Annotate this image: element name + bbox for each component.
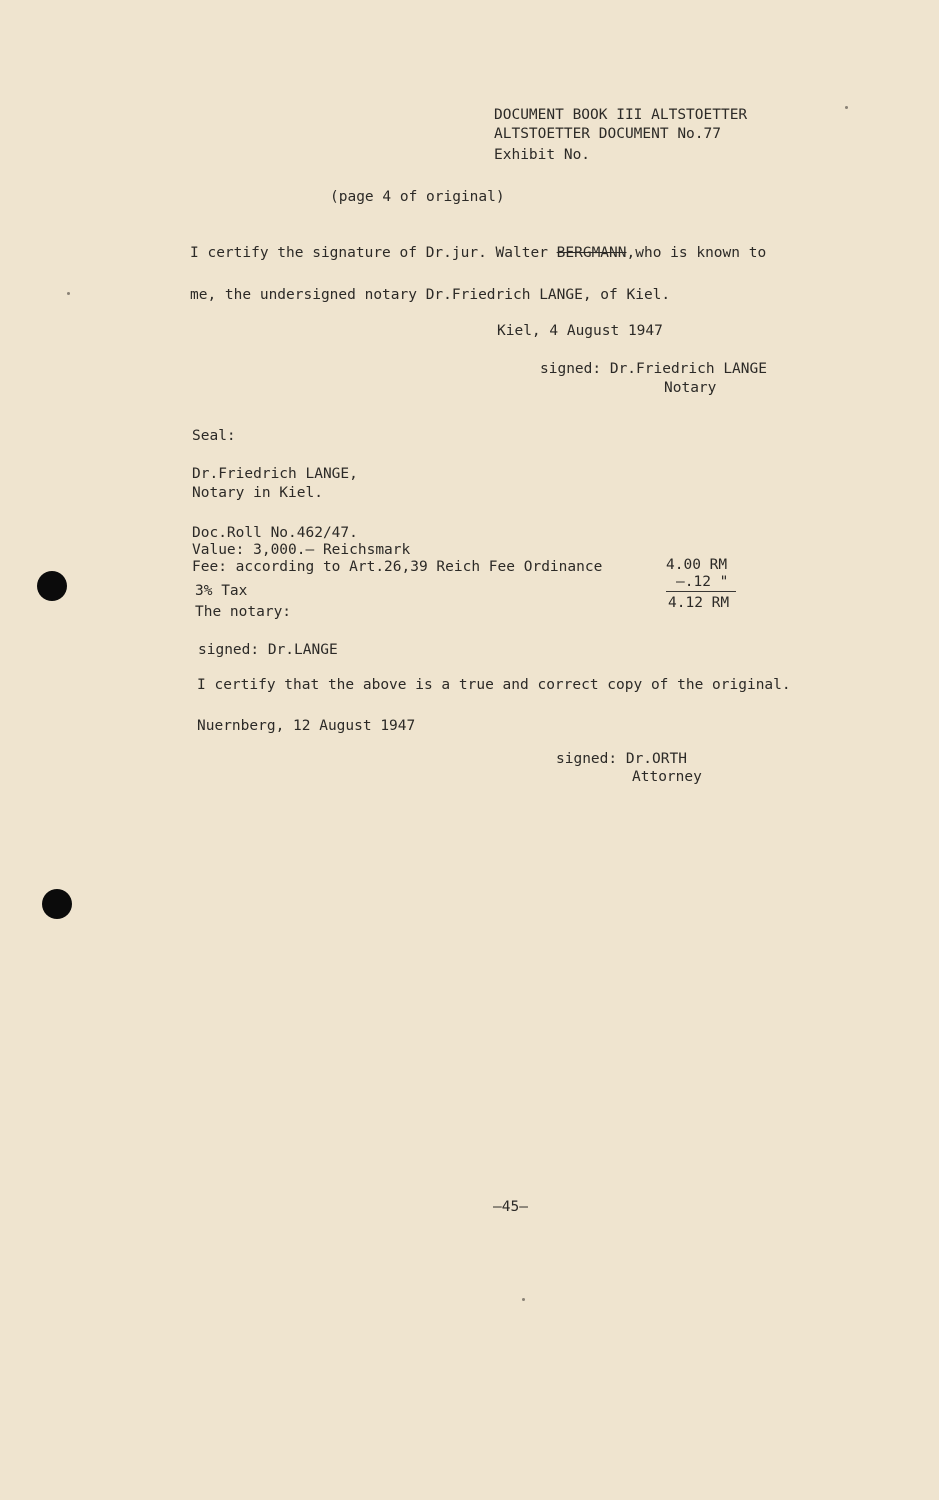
header-document-book: DOCUMENT BOOK III ALTSTOETTER bbox=[494, 107, 748, 123]
signed-lange-notary: signed: Dr.Friedrich LANGE bbox=[540, 361, 767, 377]
paper-speck bbox=[522, 1298, 525, 1301]
header-document-number: ALTSTOETTER DOCUMENT No.77 bbox=[494, 126, 721, 142]
page-note: (page 4 of original) bbox=[330, 189, 505, 205]
seal-name: Dr.Friedrich LANGE, bbox=[192, 466, 358, 482]
copy-certification: I certify that the above is a true and correct copy of the original. bbox=[197, 677, 791, 693]
punch-hole-bottom bbox=[42, 889, 72, 919]
page-number: –45– bbox=[493, 1199, 528, 1215]
tax-amount: –.12 " bbox=[676, 574, 729, 590]
struck-name: BERGMANN bbox=[556, 245, 627, 261]
value-line: Value: 3,000.— Reichsmark bbox=[192, 542, 411, 558]
certification-line-2: me, the undersigned notary Dr.Friedrich LANGE, of Kiel. bbox=[190, 287, 671, 303]
tax-line: 3% Tax bbox=[195, 583, 248, 599]
signed-lange: signed: Dr.LANGE bbox=[198, 642, 338, 658]
paper-speck bbox=[845, 106, 848, 109]
sum-rule bbox=[666, 591, 736, 592]
orth-title: Attorney bbox=[632, 769, 702, 785]
punch-hole-top bbox=[37, 571, 67, 601]
header-exhibit: Exhibit No. bbox=[494, 147, 591, 163]
kiel-date: Kiel, 4 August 1947 bbox=[497, 323, 663, 339]
fee-line: Fee: according to Art.26,39 Reich Fee Ordinance bbox=[192, 559, 603, 575]
certification-prefix: I certify the signature of Dr.jur. Walter bbox=[190, 245, 557, 261]
seal-location: Notary in Kiel. bbox=[192, 485, 323, 501]
signed-orth: signed: Dr.ORTH bbox=[556, 751, 687, 767]
nuernberg-date: Nuernberg, 12 August 1947 bbox=[197, 718, 416, 734]
certification-line-1 bbox=[190, 244, 766, 262]
doc-roll: Doc.Roll No.462/47. bbox=[192, 525, 358, 541]
notary-title: Notary bbox=[664, 380, 717, 396]
seal-label: Seal: bbox=[192, 428, 236, 444]
paper-speck bbox=[67, 292, 70, 295]
total-amount: 4.12 RM bbox=[668, 595, 730, 611]
notary-label: The notary: bbox=[195, 604, 292, 620]
certification-suffix: ,who is known to bbox=[626, 245, 767, 261]
fee-amount: 4.00 RM bbox=[666, 557, 728, 573]
